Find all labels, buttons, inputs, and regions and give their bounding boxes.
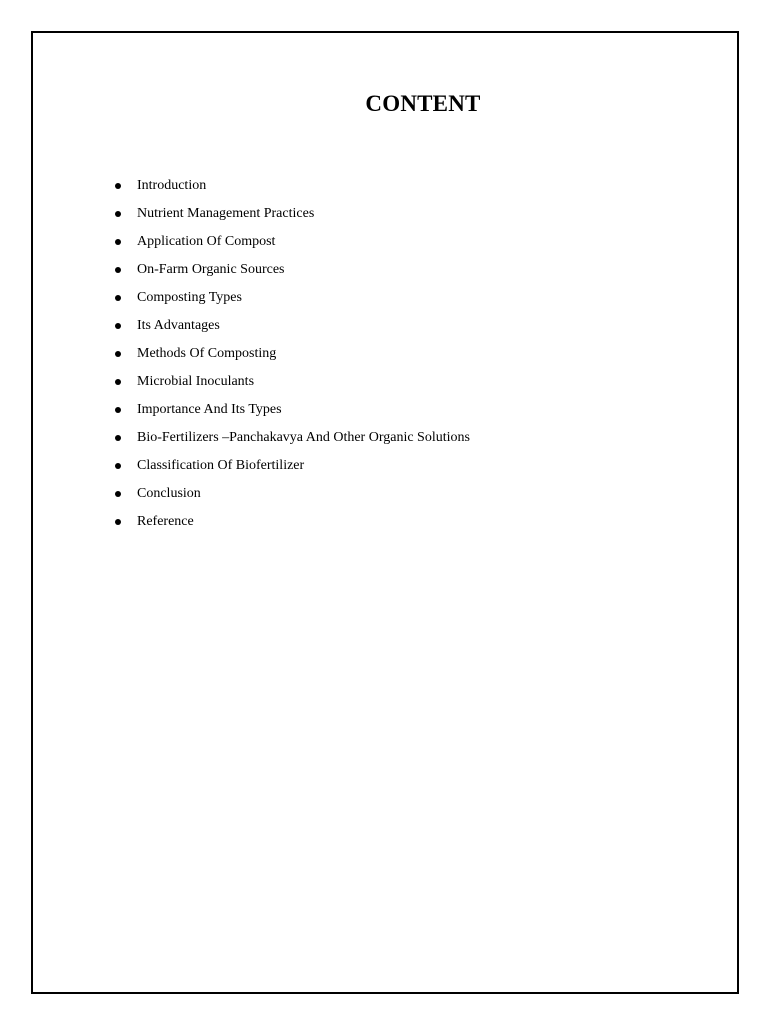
list-item — [115, 174, 470, 202]
bullet-icon — [115, 435, 121, 441]
list-item — [115, 230, 470, 258]
list-item — [115, 482, 470, 510]
list-item-label: Nutrient Management Practices — [137, 206, 315, 221]
document-page — [31, 31, 739, 994]
list-item-label: Its Advantages — [137, 318, 220, 333]
list-item — [115, 510, 470, 538]
list-item — [115, 258, 470, 286]
list-item — [115, 342, 470, 370]
list-item-label: Methods Of Composting — [137, 346, 277, 361]
contents-list — [115, 174, 470, 538]
list-item — [115, 398, 470, 426]
list-item-label: Introduction — [137, 178, 207, 193]
list-item-label: Classification Of Biofertilizer — [137, 458, 305, 473]
list-item-label: Application Of Compost — [137, 234, 276, 249]
list-item — [115, 426, 470, 454]
bullet-icon — [115, 519, 121, 525]
page-title: CONTENT — [365, 91, 481, 116]
list-item-label: On-Farm Organic Sources — [137, 262, 285, 277]
list-item-label: Microbial Inoculants — [137, 374, 255, 389]
list-item-label: Composting Types — [137, 290, 242, 305]
list-item-label: Importance And Its Types — [137, 402, 282, 417]
bullet-icon — [115, 407, 121, 413]
bullet-icon — [115, 323, 121, 329]
bullet-icon — [115, 239, 121, 245]
list-item-label: Reference — [137, 514, 194, 529]
bullet-icon — [115, 379, 121, 385]
list-item — [115, 370, 470, 398]
bullet-icon — [115, 267, 121, 273]
bullet-icon — [115, 183, 121, 189]
list-item-label: Bio-Fertilizers –Panchakavya And Other Organic Solutions — [137, 430, 470, 445]
bullet-icon — [115, 295, 121, 301]
list-item — [115, 454, 470, 482]
list-item-label: Conclusion — [137, 486, 201, 501]
list-item — [115, 314, 470, 342]
list-item — [115, 202, 470, 230]
bullet-icon — [115, 351, 121, 357]
list-item — [115, 286, 470, 314]
bullet-icon — [115, 211, 121, 217]
bullet-icon — [115, 463, 121, 469]
bullet-icon — [115, 491, 121, 497]
